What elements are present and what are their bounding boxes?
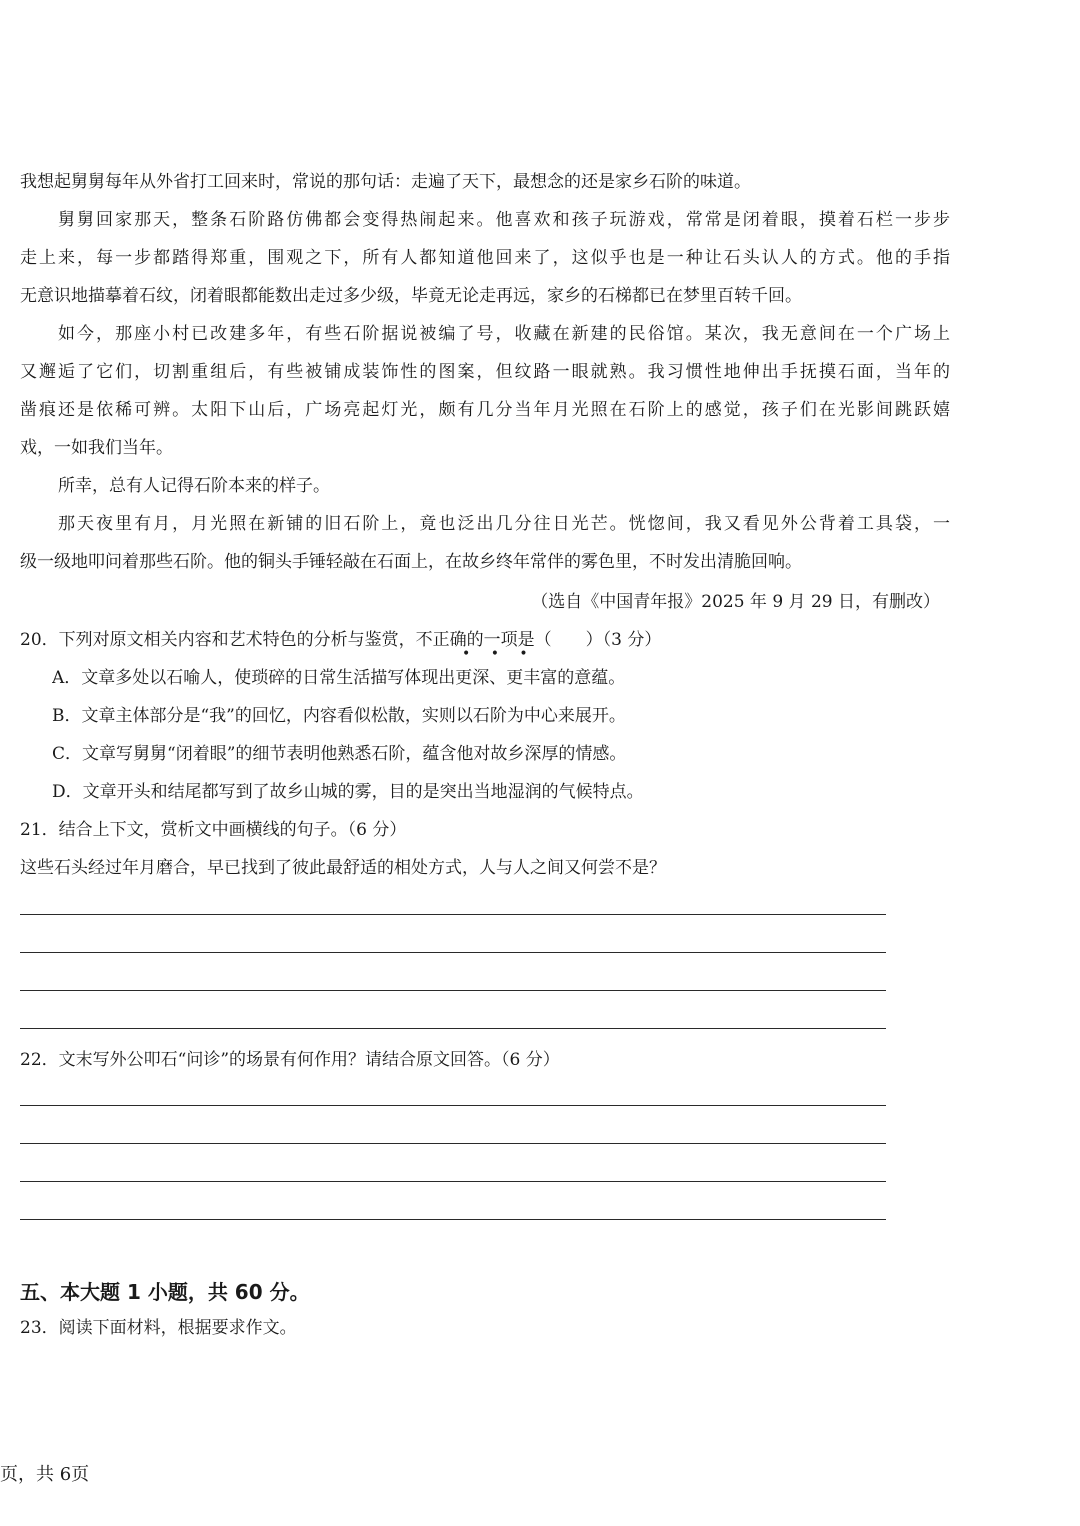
section-five-title: 五、本大题 1 小题，共 60 分。: [20, 1280, 310, 1304]
q21-answer-line-2[interactable]: [20, 952, 886, 953]
passage-source: （选自《中国青年报》2025 年 9 月 29 日，有删改）: [531, 592, 940, 612]
q22-answer-line-2[interactable]: [20, 1143, 886, 1144]
q21-answer-line-3[interactable]: [20, 990, 886, 991]
q21-stem: 21．结合上下文，赏析文中画横线的句子。（6 分）: [20, 820, 407, 840]
q21-sentence: 这些石头经过年月磨合，早已找到了彼此最舒适的相处方式，人与人之间又何尝不是？: [20, 858, 666, 878]
q23-stem: 23．阅读下面材料，根据要求作文。: [20, 1318, 297, 1338]
q21-answer-line-1[interactable]: [20, 914, 886, 915]
q20-option-b: B．文章主体部分是“我”的回忆，内容看似松散，实则以石阶为中心来展开。: [52, 706, 626, 726]
q22-answer-line-1[interactable]: [20, 1105, 886, 1106]
passage-paragraph-3-line-2: 又邂逅了它们，切割重组后，有些被铺成装饰性的图案，但纹路一眼就熟。我习惯性地伸出手抚摸石面，当年的: [20, 362, 950, 382]
page-footer: 页，共 6页: [0, 1464, 90, 1485]
passage-paragraph-2-line-3: 无意识地描摹着石纹，闭着眼都能数出走过多少级，毕竟无论走再远，家乡的石梯都已在梦里百转千回。: [20, 286, 802, 306]
passage-paragraph-2-line-1: 舅舅回家那天，整条石阶路仿佛都会变得热闹起来。他喜欢和孩子玩游戏，常常是闭着眼，摸着石栏一步步: [58, 210, 950, 230]
q21-answer-line-4[interactable]: [20, 1028, 886, 1029]
passage-paragraph-3-line-3: 凿痕还是依稀可辨。太阳下山后，广场亮起灯光，颇有几分当年月光照在石阶上的感觉，孩子们在光影间跳跃嬉: [20, 400, 950, 420]
passage-paragraph-1: 我想起舅舅每年从外省打工回来时，常说的那句话：走遍了天下，最想念的还是家乡石阶的味道。: [20, 172, 751, 192]
passage-paragraph-3-line-1: 如今，那座小村已改建多年，有些石阶据说被编了号，收藏在新建的民俗馆。某次，我无意间在一个广场上: [58, 324, 950, 344]
q20-stem: 20．下列对原文相关内容和艺术特色的分析与鉴赏，不正确的一项是（ ）（3 分）: [20, 630, 662, 650]
passage-paragraph-3-line-4: 戏，一如我们当年。: [20, 438, 173, 458]
passage-paragraph-2-line-2: 走上来，每一步都踏得郑重，围观之下，所有人都知道他回来了，这似乎也是一种让石头认人的方式。他的手指: [20, 248, 950, 268]
q20-emphasis-dots: • • •: [462, 646, 536, 662]
passage-paragraph-5-line-2: 级一级地叩问着那些石阶。他的铜头手锤轻敲在石面上，在故乡终年常伴的雾色里，不时发出清脆回响。: [20, 552, 802, 572]
q20-option-a: A．文章多处以石喻人，使琐碎的日常生活描写体现出更深、更丰富的意蕴。: [52, 668, 626, 688]
q22-answer-line-3[interactable]: [20, 1181, 886, 1182]
q22-stem: 22．文末写外公叩石“问诊”的场景有何作用？请结合原文回答。（6 分）: [20, 1050, 560, 1070]
passage-paragraph-4: 所幸，总有人记得石阶本来的样子。: [58, 476, 330, 496]
passage-paragraph-5-line-1: 那天夜里有月，月光照在新铺的旧石阶上，竟也泛出几分往日光芒。恍惚间，我又看见外公背着工具袋，一: [58, 514, 950, 534]
q20-option-c: C．文章写舅舅“闭着眼”的细节表明他熟悉石阶，蕴含他对故乡深厚的情感。: [52, 744, 627, 764]
q22-answer-line-4[interactable]: [20, 1219, 886, 1220]
q20-option-d: D．文章开头和结尾都写到了故乡山城的雾，目的是突出当地湿润的气候特点。: [52, 782, 644, 802]
